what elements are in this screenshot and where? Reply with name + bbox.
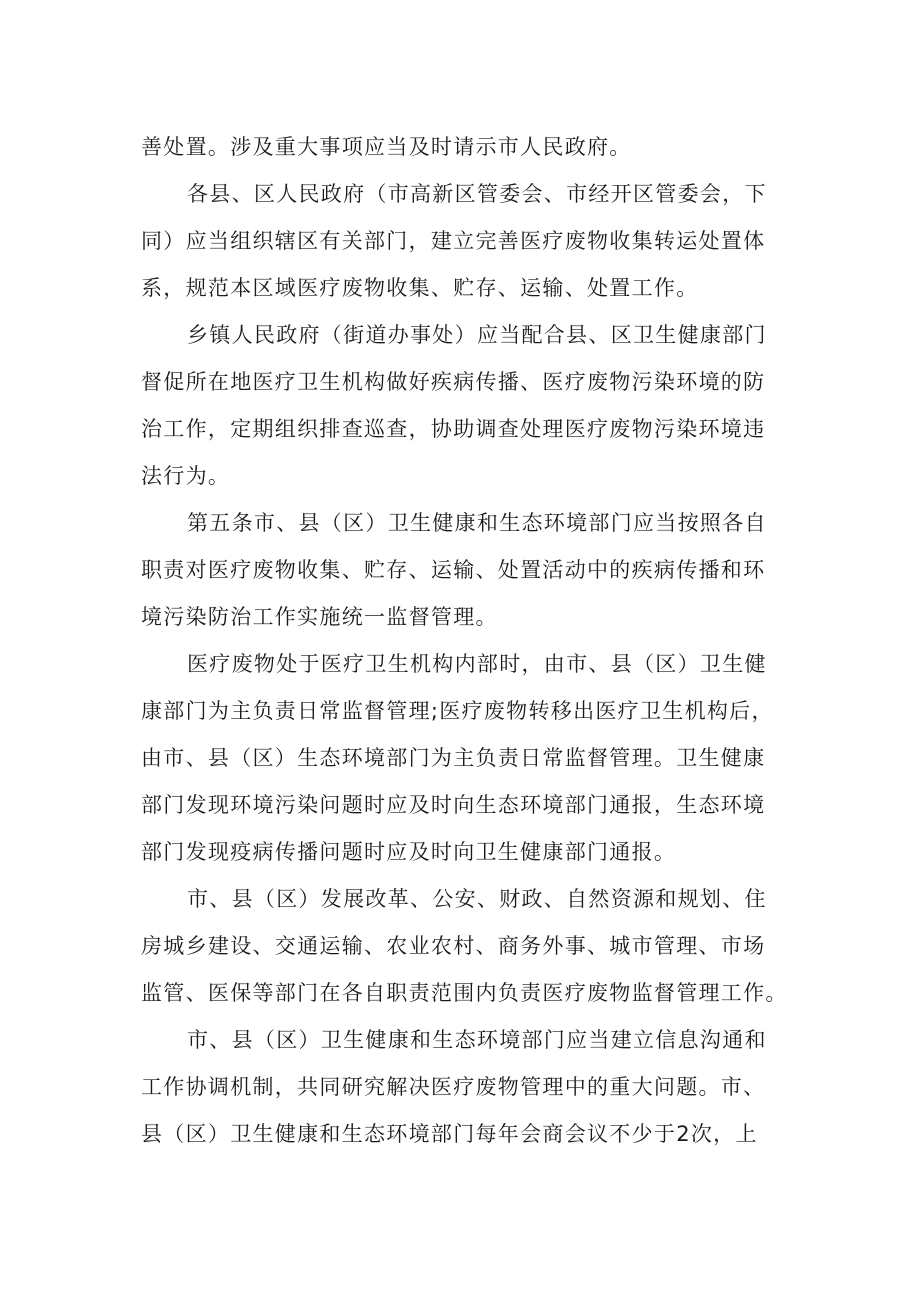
text-line: 部门发现环境污染问题时应及时向生态环境部门通报，生态环境: [141, 793, 766, 817]
paragraph-article-five: [141, 500, 791, 641]
text-line: 乡镇人民政府（街道办事处）应当配合县、区卫生健康部门: [187, 323, 767, 347]
text-line: 房城乡建设、交通运输、农业农村、商务外事、城市管理、市场: [141, 934, 766, 958]
text-line: 系，规范本区域医疗废物收集、贮存、运输、处置工作。: [141, 276, 699, 300]
paragraph-supervision-responsibility: [141, 641, 791, 876]
paragraph-township-governments: [141, 312, 791, 500]
text-line: 县（区）卫生健康和生态环境部门每年会商会议不少于2次，上: [141, 1122, 758, 1146]
text-line: 各县、区人民政府（市高新区管委会、市经开区管委会，下: [187, 182, 767, 206]
text-line: 督促所在地医疗卫生机构做好疾病传播、医疗废物污染环境的防: [141, 370, 766, 394]
text-line: 康部门为主负责日常监督管理;医疗废物转移出医疗卫生机构后，: [141, 699, 774, 723]
text-line: 职责对医疗废物收集、贮存、运输、处置活动中的疾病传播和环: [141, 558, 766, 582]
text-line: 法行为。: [141, 464, 231, 488]
text-line: 同）应当组织辖区有关部门，建立完善医疗废物收集转运处置体: [141, 229, 766, 253]
text-line: 治工作，定期组织排查巡查，协助调查处理医疗废物污染环境违: [141, 417, 766, 441]
paragraph-other-departments: [141, 876, 791, 1017]
text-line: 第五条市、县（区）卫生健康和生态环境部门应当按照各自: [187, 511, 767, 535]
paragraph-county-governments: [141, 171, 791, 312]
text-line: 市、县（区）发展改革、公安、财政、自然资源和规划、住: [187, 887, 767, 911]
text-line: 部门发现疫病传播问题时应及时向卫生健康部门通报。: [141, 840, 677, 864]
paragraph-continuation: [141, 124, 791, 171]
text-line: 市、县（区）卫生健康和生态环境部门应当建立信息沟通和: [187, 1028, 767, 1052]
text-line: 医疗废物处于医疗卫生机构内部时，由市、县（区）卫生健: [187, 652, 767, 676]
text-line: 善处置。涉及重大事项应当及时请示市人民政府。: [141, 135, 632, 159]
document-body: [141, 124, 791, 1158]
paragraph-coordination-mechanism: [141, 1017, 791, 1158]
text-line: 工作协调机制，共同研究解决医疗废物管理中的重大问题。市、: [141, 1075, 766, 1099]
text-line: 由市、县（区）生态环境部门为主负责日常监督管理。卫生健康: [141, 746, 766, 770]
text-line: 监管、医保等部门在各自职责范围内负责医疗废物监督管理工作。: [141, 981, 788, 1005]
text-line: 境污染防治工作实施统一监督管理。: [141, 605, 498, 629]
